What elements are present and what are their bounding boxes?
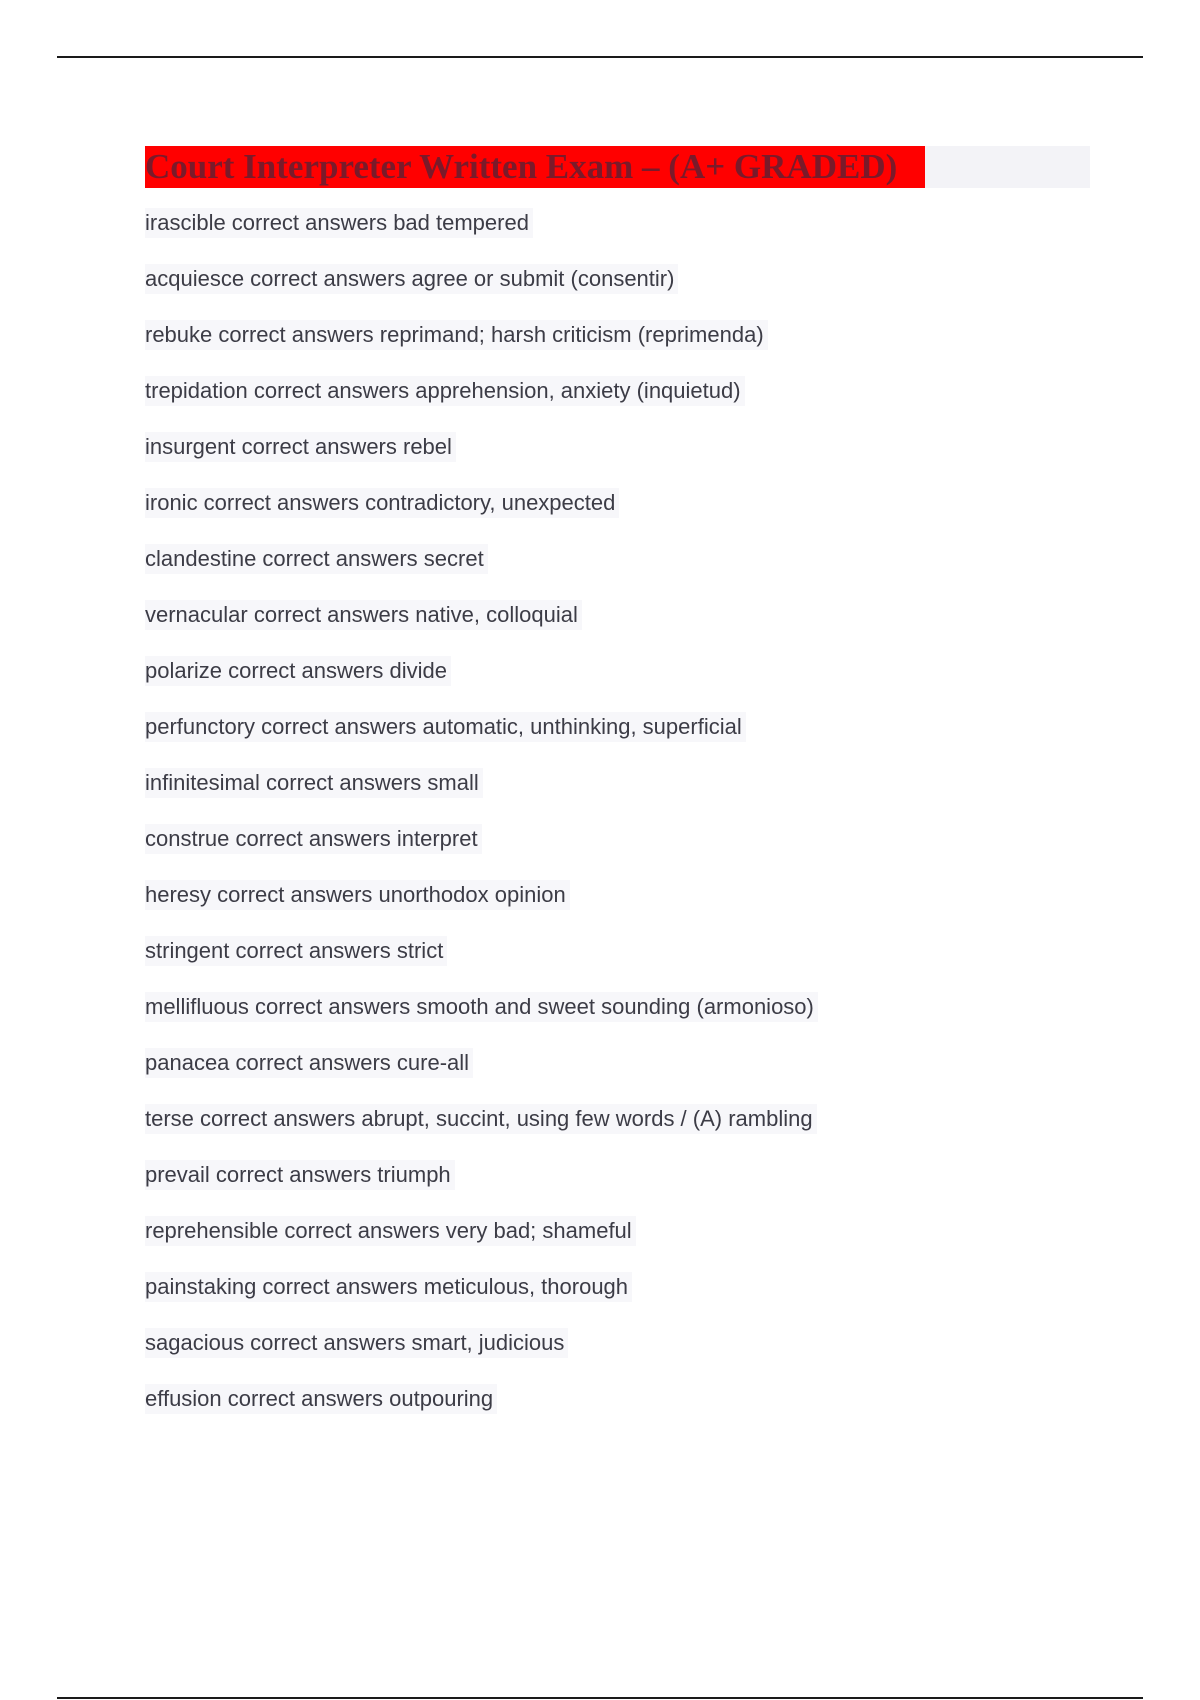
term-definition-text: prevail correct answers triumph [145,1160,455,1190]
list-item [145,1048,1090,1078]
term-definition-text: panacea correct answers cure-all [145,1048,473,1078]
list-item [145,1104,1090,1134]
term-definition-text: infinitesimal correct answers small [145,768,483,798]
list-item [145,1216,1090,1246]
list-item [145,488,1090,518]
list-item [145,1328,1090,1358]
term-definition-text: perfunctory correct answers automatic, unthinking, superficial [145,712,746,742]
list-item [145,824,1090,854]
list-item [145,712,1090,742]
list-item [145,992,1090,1022]
list-item [145,376,1090,406]
list-item [145,880,1090,910]
list-item [145,208,1090,238]
list-item [145,1384,1090,1414]
term-definition-text: reprehensible correct answers very bad; shameful [145,1216,636,1246]
list-item [145,1160,1090,1190]
term-definition-text: construe correct answers interpret [145,824,482,854]
term-definition-text: acquiesce correct answers agree or submit (consentir) [145,264,678,294]
term-definition-text: painstaking correct answers meticulous, thorough [145,1272,632,1302]
list-item [145,432,1090,462]
term-definition-text: irascible correct answers bad tempered [145,208,533,238]
term-definition-text: trepidation correct answers apprehension, anxiety (inquietud) [145,376,745,406]
term-definition-text: clandestine correct answers secret [145,544,488,574]
term-definition-text: mellifluous correct answers smooth and sweet sounding (armonioso) [145,992,818,1022]
top-rule [57,56,1143,58]
list-item [145,320,1090,350]
term-definition-text: polarize correct answers divide [145,656,451,686]
list-item [145,768,1090,798]
list-item [145,936,1090,966]
bottom-rule [57,1697,1143,1699]
term-definition-text: rebuke correct answers reprimand; harsh criticism (reprimenda) [145,320,768,350]
document-body [145,146,1090,1440]
term-definition-text: effusion correct answers outpouring [145,1384,497,1414]
term-definition-text: terse correct answers abrupt, succint, using few words / (A) rambling [145,1104,817,1134]
document-title: Court Interpreter Written Exam – (A+ GRADED) [145,146,925,188]
term-definition-text: stringent correct answers strict [145,936,447,966]
term-definition-text: heresy correct answers unorthodox opinion [145,880,570,910]
term-definition-text: sagacious correct answers smart, judicious [145,1328,568,1358]
term-definition-text: ironic correct answers contradictory, unexpected [145,488,619,518]
list-item [145,544,1090,574]
list-item [145,264,1090,294]
list-item [145,600,1090,630]
list-item [145,656,1090,686]
list-item [145,1272,1090,1302]
term-definition-text: vernacular correct answers native, colloquial [145,600,582,630]
term-definition-text: insurgent correct answers rebel [145,432,456,462]
term-list [145,208,1090,1414]
title-bar [145,146,1090,188]
